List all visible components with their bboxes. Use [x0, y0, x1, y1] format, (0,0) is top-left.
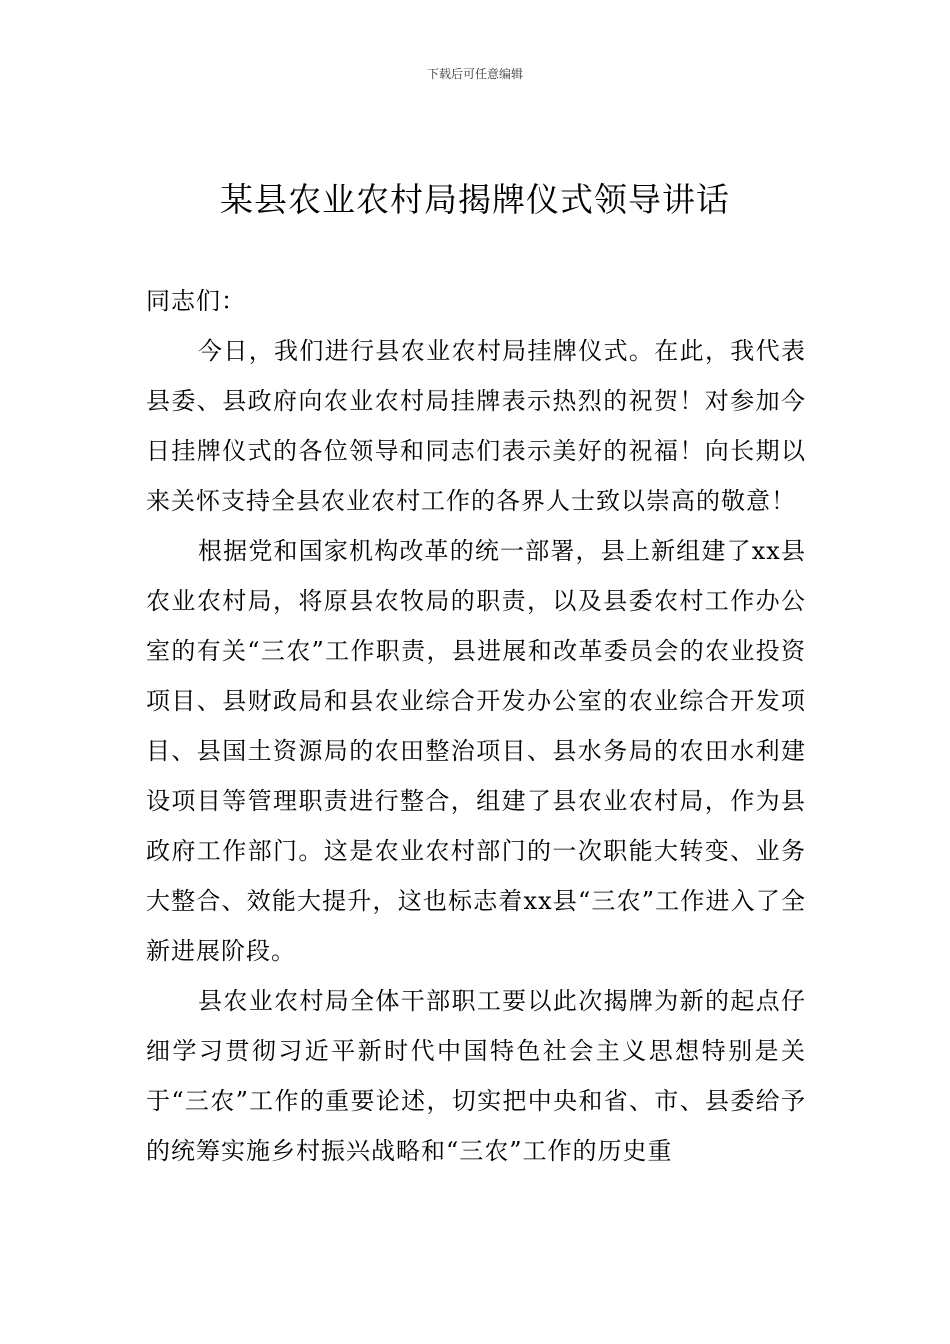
paragraph-1: 今日，我们进行县农业农村局挂牌仪式。在此，我代表县委、县政府向农业农村局挂牌表示热烈的祝贺！对参加今日挂牌仪式的各位领导和同志们表示美好的祝福！向长期以来关怀支持全县农业农村工作的各界人士致以崇高的敬意！ [146, 337, 806, 515]
paragraph-2: 根据党和国家机构改革的统一部署，县上新组建了xx县农业农村局，将原县农牧局的职责，以及县委农村工作办公室的有关“三农”工作职责，县进展和改革委员会的农业投资项目、县财政局和县农业综合开发办公室的农业综合开发项目、县国土资源局的农田整治项目、县水务局的农田水利建设项目等管理职责进行整合，组建了县农业农村局，作为县政府工作部门。这是农业农村部门的一次职能大转变、业务大整合、效能大提升，这也标志着xx县“三农”工作进入了全新进展阶段。 [146, 537, 806, 965]
paragraph-3: 县农业农村局全体干部职工要以此次揭牌为新的起点仔细学习贯彻习近平新时代中国特色社会主义思想特别是关于“三农”工作的重要论述，切实把中央和省、市、县委给予的统筹实施乡村振兴战略和“三农”工作的历史重 [146, 987, 806, 1165]
header-note: 下载后可任意编辑 [426, 67, 523, 81]
document-title: 某县农业农村局揭牌仪式领导讲话 [220, 180, 730, 219]
salutation: 同志们： [146, 287, 246, 315]
document-body [146, 276, 806, 1176]
